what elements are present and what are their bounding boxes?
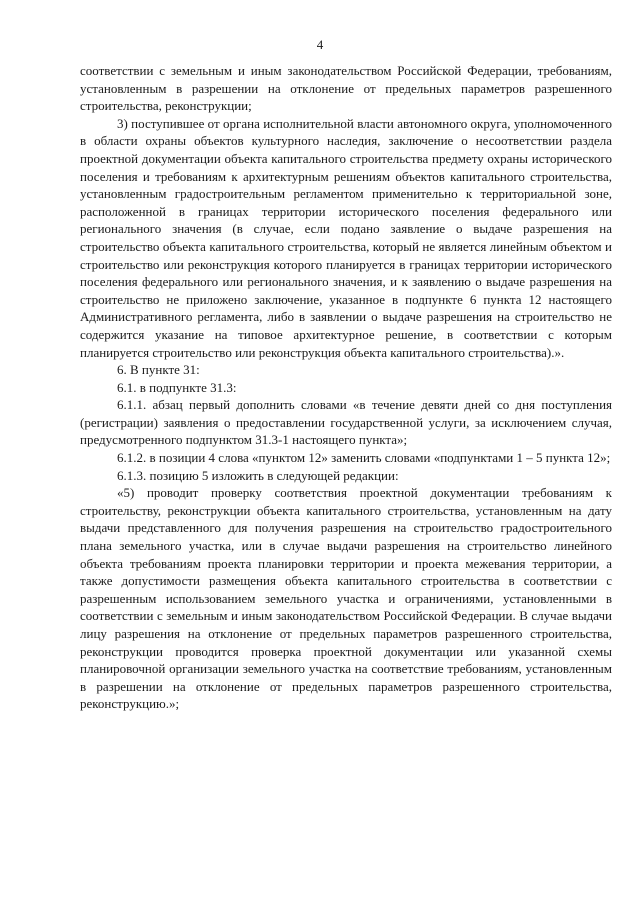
paragraph: соответствии с земельным и иным законодательством Российской Федерации, требованиям, установленным в разрешении на отклонение от предельных параметров разрешенного строительства, реконструкции; <box>80 63 612 114</box>
paragraph: 6.1.1. абзац первый дополнить словами «в течение девяти дней со дня поступления (регистрации) заявления о предоставлении государственной услуги, за исключением случая, предусмотренного подпунктом 31.3-1 настоящего пункта»; <box>80 397 612 448</box>
paragraph: 6.1.2. в позиции 4 слова «пунктом 12» заменить словами «подпунктами 1 – 5 пункта 12»; <box>117 450 611 466</box>
page-number: 4 <box>316 37 324 52</box>
paragraph: 6.1.3. позицию 5 изложить в следующей редакции: <box>117 467 399 483</box>
document-body <box>80 62 612 713</box>
paragraph: 6. В пункте 31: <box>117 362 200 378</box>
paragraph: 3) поступившее от органа исполнительной власти автономного округа, уполномоченного в области охраны объектов культурного наследия, заключение о несоответствии раздела проектной документации объекта капитального строительства предмету охраны исторического поселения и требованиям к архитектурным решениям объектов капитального строительства, установленным градостроительным регламентом применительно к территориальной зоне, расположенной в границах территории исторического поселения федерального или регионального значения (в случае, если подано заявление о выдаче разрешения на строительство объекта капитального строительства, который не является линейным объектом и строительство или реконструкция которого планируется в границах территории исторического поселения федерального или регионального значения, и к заявлению о выдаче разрешения на строительство не приложено заключение, указанное в подпункте 6 пункта 12 настоящего Административного регламента, либо в заявлении о выдаче разрешения на строительство не содержится указание на типовое архитектурное решение, в соответствии с которым планируется строительство или реконструкция объекта капитального строительства).». <box>80 115 612 360</box>
paragraph: «5) проводит проверку соответствия проектной документации требованиям к строительству, реконструкции объекта капитального строительства, установленным на дату выдачи представленного для получения разрешения на строительство градостроительного плана земельного участка, или в случае выдачи разрешения на строительство линейного объекта требованиям проекта планировки территории и проекта межевания территории, а также допустимости размещения объекта капитального строительства в соответствии с разрешенным использованием земельного участка и ограничениями, установленными в соответствии с земельным и иным законодательством Российской Федерации. В случае выдачи лицу разрешения на отклонение от предельных параметров разрешенного строительства, реконструкции проводится проверка проектной документации или указанной схемы планировочной организации земельного участка на соответствие требованиям, установленным в разрешении на отклонение от предельных параметров разрешенного строительства, реконструкцию.»; <box>80 485 612 712</box>
paragraph: 6.1. в подпункте 31.3: <box>117 379 237 395</box>
